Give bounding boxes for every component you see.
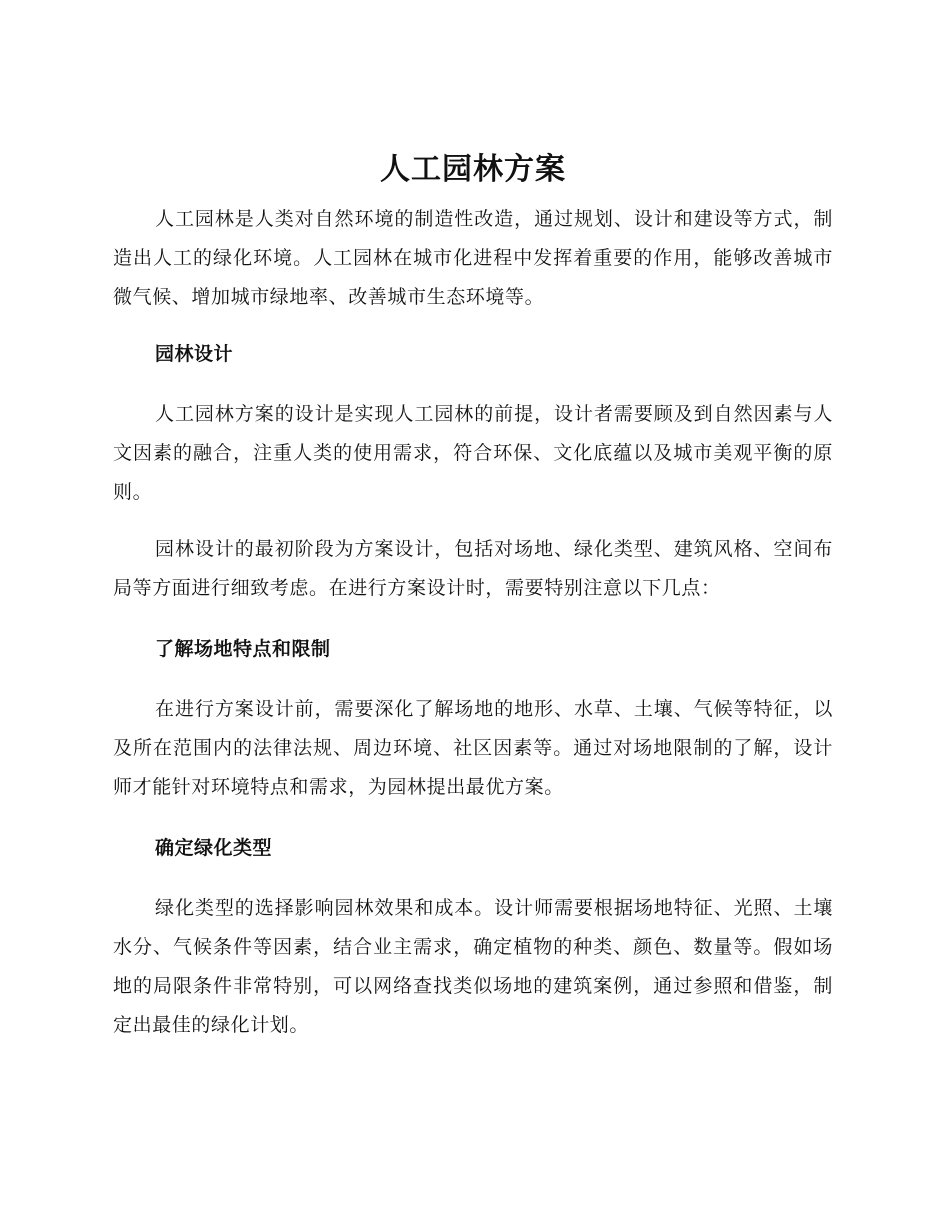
section-heading-site-features: 了解场地特点和限制 xyxy=(155,638,331,660)
document-title: 人工园林方案 xyxy=(380,152,566,187)
section-paragraph: 绿化类型的选择影响园林效果和成本。设计师需要根据场地特征、光照、土壤水分、气候条件等因素，结合业主需求，确定植物的种类、颜色、数量等。假如场地的局限条件非常特别，可以网络查找类似场地的建筑案例，通过参照和借鉴，制定出最佳的绿化计划。 xyxy=(113,897,833,1036)
section-paragraph: 在进行方案设计前，需要深化了解场地的地形、水草、土壤、气候等特征，以及所在范围内的法律法规、周边环境、社区因素等。通过对场地限制的了解，设计师才能针对环境特点和需求，为园林提出最优方案。 xyxy=(113,698,833,798)
section-heading-garden-design: 园林设计 xyxy=(155,343,234,365)
section-heading-greening-type: 确定绿化类型 xyxy=(155,837,273,859)
intro-paragraph: 人工园林是人类对自然环境的制造性改造，通过规划、设计和建设等方式，制造出人工的绿化环境。人工园林在城市化进程中发挥着重要的作用，能够改善城市微气候、增加城市绿地率、改善城市生态环境等。 xyxy=(113,208,833,308)
document-body xyxy=(113,148,833,1063)
section-paragraph: 园林设计的最初阶段为方案设计，包括对场地、绿化类型、建筑风格、空间布局等方面进行细致考虑。在进行方案设计时，需要特别注意以下几点： xyxy=(113,538,833,599)
section-paragraph: 人工园林方案的设计是实现人工园林的前提，设计者需要顾及到自然因素与人文因素的融合，注重人类的使用需求，符合环保、文化底蕴以及城市美观平衡的原则。 xyxy=(113,403,833,503)
